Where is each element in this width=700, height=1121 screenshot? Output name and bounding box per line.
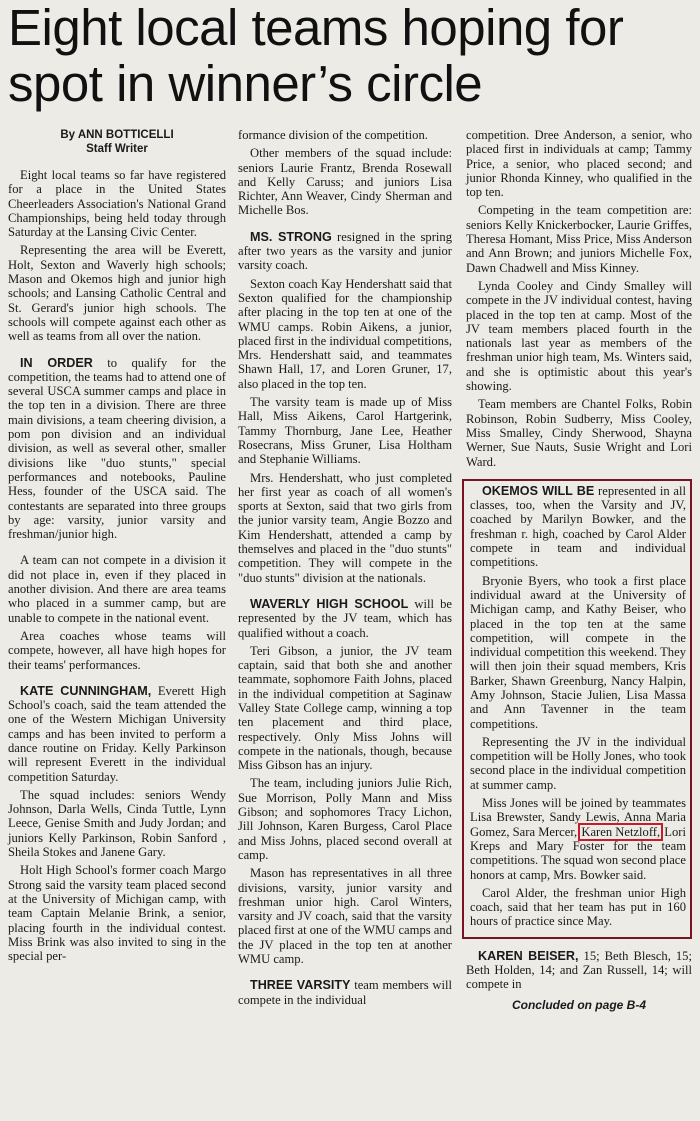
paragraph: Sexton coach Kay Hendershatt said that Sexton qualified for the championship after placing in the top ten at one of the WMU camps. Robin Aikens, a junior, placed first in the individual competitions, Mrs. Hendershatt said, and teammates Shawn Hall, 17, and Loren Gruner, 17, also placed in the top ten. <box>238 276 452 391</box>
column-1 <box>8 128 226 967</box>
paragraph: A team can not compete in a division it did not place in, even if they placed in another division. And there are area teams who placed in a summer camp, but are unable to compete in the national event. <box>8 553 226 625</box>
paragraph: Miss Jones will be joined by teammates Lisa Brewster, Sandy Lewis, Anna Maria Gomez, Sara Mercer, Karen Netzloff, Lori Kreps and Mary Foster for the team competitions. The squad won second place honors at camp, Mrs. Bowker said. <box>470 796 686 882</box>
paragraph: Mason has representatives in all three divisions, varsity, junior varsity and freshman unior high. Carol Winters, varsity and JV coach, said that the varsity placed first at one of the WMU camps and the JV placed in the top ten at another WMU camp. <box>238 866 452 967</box>
paragraph: Mrs. Hendershatt, who just completed her first year as coach of all women's sports at Sexton, said that two girls from the junior varsity team, Angie Bozzo and Kim Hendershatt, attended a camp by themselves and placed in the "duo stunts" competition. They will compete in the "duo stunts" division at the nationals. <box>238 470 452 585</box>
highlighted-name: Karen Netzloff, <box>581 824 661 839</box>
paragraph: KAREN BEISER, 15; Beth Blesch, 15; Beth Holden, 14; and Zan Russell, 14; will compete in <box>466 948 692 992</box>
column-2 <box>238 128 452 1011</box>
paragraph: Other members of the squad include: seniors Laurie Frantz, Brenda Rosewall and Kelly Caruss; and juniors Lisa Richter, Ann Weaver, Cindy Sherman and Michelle Bos. <box>238 146 452 218</box>
subhead-lead: KATE CUNNINGHAM, <box>20 683 152 698</box>
subhead-lead: WAVERLY HIGH SCHOOL <box>250 596 409 611</box>
subhead-lead: MS. STRONG <box>250 229 332 244</box>
paragraph: THREE VARSITY team members will compete in the individual <box>238 978 452 1007</box>
subhead-lead: IN ORDER <box>20 355 93 370</box>
byline-author: By ANN BOTTICELLI <box>60 129 174 141</box>
paragraph: Competing in the team competition are: seniors Kelly Knickerbocker, Laurie Griffes, Theresa Homant, Miss Price, Miss Anderson and Ann Brown; and juniors Michelle Fox, Dawn Chadwell and Miss Kinney. <box>466 203 692 275</box>
paragraph: WAVERLY HIGH SCHOOL will be represented by the JV team, which has qualified without a coach. <box>238 596 452 640</box>
paragraph: competition. Dree Anderson, a senior, who placed first in individuals at camp; Tammy Price, a senior, who placed second; and junior Rhonda Kinney, who qualified in the top ten. <box>466 128 692 200</box>
paragraph: Team members are Chantel Folks, Robin Robinson, Robin Sudberry, Miss Cooley, Miss Smalley, Cindy Sherwood, Shayna Werner, Sue Nauts, Susie Wright and Lori Ward. <box>466 397 692 469</box>
paragraph: Lynda Cooley and Cindy Smalley will compete in the JV individual contest, having placed in the top ten at camp. Most of the JV team members placed fourth in the nationals last year as members of the freshman unior high team, Ms. Winters said, and she is optimistic about this year's showing. <box>466 278 692 394</box>
subhead-lead: KAREN BEISER, <box>478 948 579 963</box>
byline <box>8 128 226 156</box>
paragraph: formance division of the competition. <box>238 128 428 142</box>
okemos-highlight-box <box>462 479 692 939</box>
paragraph: The team, including juniors Julie Rich, Sue Morrison, Polly Mann and Miss Gibson; and sophomores Tracy Lichon, Jill Johnson, Karen Burgess, Carol Place and Miss Johns, placed second overall at camp. <box>238 776 452 862</box>
byline-title: Staff Writer <box>86 143 148 155</box>
paragraph: Eight local teams so far have registered for a place in the United States Cheerleaders Association's National Grand Championships, being held today through Saturday at the Lansing Civic Center. <box>8 168 226 240</box>
paragraph: KATE CUNNINGHAM, Everett High School's coach, said the team attended the one of the Western Michigan University camps and has been invited to perform a dance routine on Friday. Kelly Parkinson will represent Everett in the individual competition Saturday. <box>8 683 226 784</box>
subhead-lead: THREE VARSITY <box>250 978 351 993</box>
paragraph: Holt High School's former coach Margo Strong said the varsity team placed second at the University of Michigan camp, with team Captain Melanie Brink, a senior, placing fourth in the individual contest. Miss Brink was also invited to sing in the special per- <box>8 863 226 964</box>
column-3 <box>466 128 692 1012</box>
headline: Eight local teams hoping for spot in winner’s circle <box>8 0 624 112</box>
paragraph: IN ORDER to qualify for the competition, the teams had to attend one of several USCA summer camps and place in the top ten in a division. There are three main divisions, a team cheering division, a pom pon division and an individual division, as well as several other, smaller divisions like "duo stunts," special performances and notebooks, Pauline Hess, founder of the USCA said. The contestants are separated into three groups by age: varsity, junior varsity and freshman/junior high. <box>8 355 227 542</box>
paragraph: Carol Alder, the freshman unior High coach, said that her team has put in 160 hours of practice since May. <box>470 885 686 929</box>
paragraph: Teri Gibson, a junior, the JV team captain, said that both she and another teammate, sophomore Faith Johns, placed in the individual competition at Saginaw Valley State College camp, winning a top ten placement and third place, respectively. Only Miss Johns will compete in the nationals, though, because Miss Gibson has an injury. <box>238 643 452 773</box>
paragraph: Representing the area will be Everett, Holt, Sexton and Waverly high schools; Mason and Okemos high and junior high schools; and Lansing Catholic Central and St. Gerard's junior high schools. The schools will compete against each other as well as teams from all over the nation. <box>8 243 226 344</box>
paragraph: Bryonie Byers, who took a first place individual award at the University of Michigan camp, and Kathy Beiser, who placed in the top ten at the same competition, will compete in the individual competition this weekend. They will then join their squad members, Kris Barker, Shawn Greenburg, Nancy Halpin, Amy Johnson, Stacie Julien, Lisa Massa and Ann Tavenner in the team competitions. <box>470 573 686 731</box>
subhead-lead: OKEMOS WILL BE <box>482 483 595 498</box>
continuation-note[interactable]: Concluded on page B-4 <box>511 997 646 1012</box>
paragraph: The varsity team is made up of Miss Hall, Miss Aikens, Carol Hartgerink, Tammy Thornburg, Jane Lee, Heather Rosecrans, Miss Gruner, Lisa Holtham and Stephanie Williams. <box>238 395 452 467</box>
paragraph: The squad includes: seniors Wendy Johnson, Darla Wells, Cinda Tuttle, Lynn Leece, Genise Smith and Judy Jordan; and juniors Kelly Parkinson, Robin Sanford , Sheila Stokes and Janene Gary. <box>8 787 226 860</box>
paragraph: OKEMOS WILL BE represented in all classes, too, when the Varsity and JV, coached by Marilyn Bowker, and the freshman r. high, coached by Carol Alder compete in team and individual competitions. <box>470 483 686 570</box>
paragraph: Representing the JV in the individual competition will be Holly Jones, who took second place in the individual competition at summer camp. <box>470 734 686 792</box>
paragraph: MS. STRONG resigned in the spring after two years as the varsity and junior varsity coach. <box>238 229 452 273</box>
paragraph: Area coaches whose teams will compete, however, all have high hopes for their teams' performances. <box>8 628 226 672</box>
